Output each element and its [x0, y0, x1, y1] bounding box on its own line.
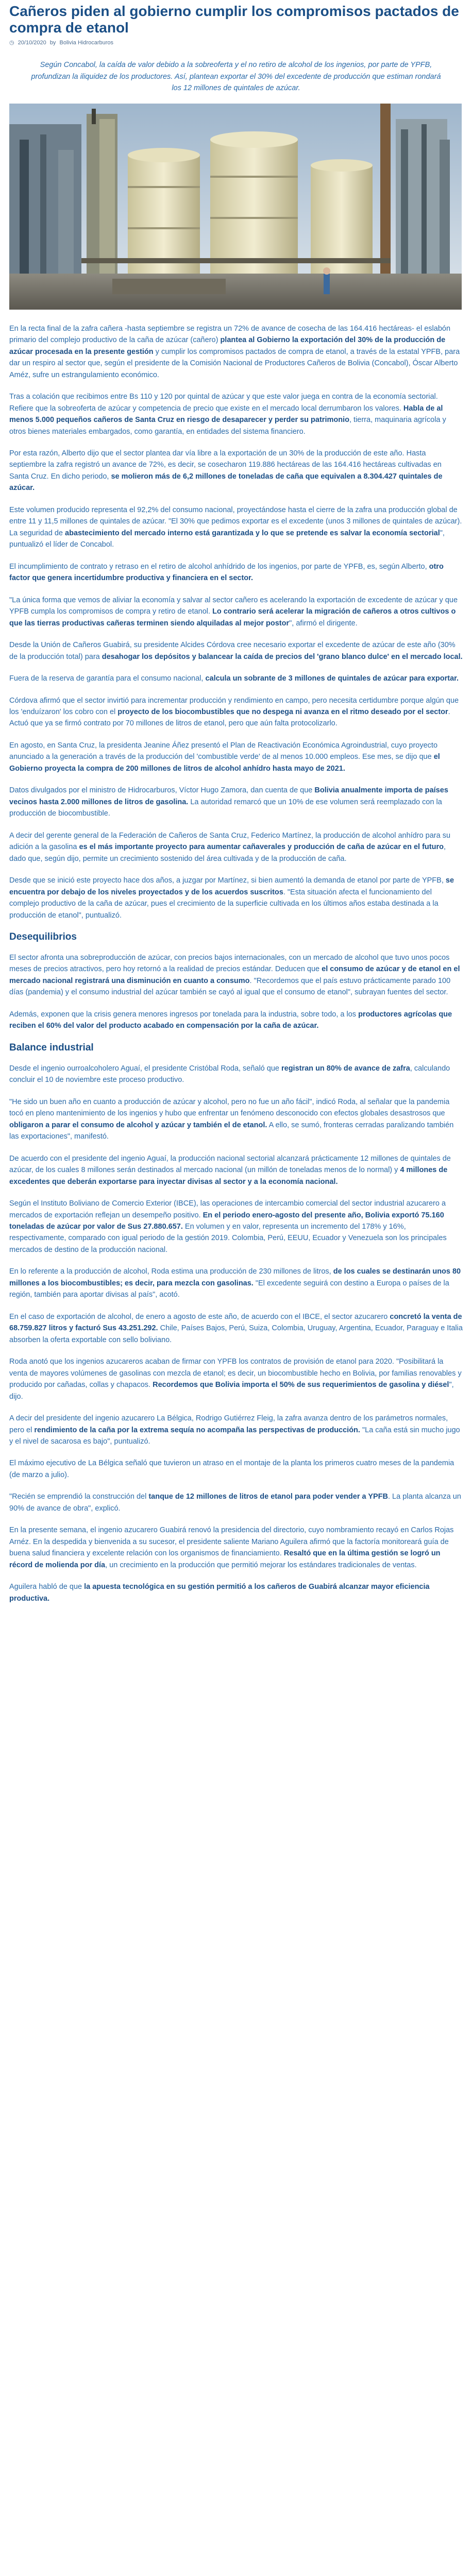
article-photo [9, 104, 462, 310]
body-paragraph: Desde la Unión de Cañeros Guabirá, su presidente Alcides Córdova cree necesario exportar el excedente de azúcar de este año (30% de la producción total) para desahogar los depósitos y balancear la caída de precios del 'grano blanco dulce' en el mercado local. [9, 641, 463, 661]
body-paragraph: Por esta razón, Alberto dijo que el sector plantea dar vía libre a la exportación de un 30% de la producción de este año. Hasta septiembre la zafra registró un avance de 72%, es decir, se cosecharon 119.886 hectáreas de las 164.416 hectáreas cultivadas en Santa Cruz. En dicho periodo, se molieron más de 6,2 millones de toneladas de caña que equivalen a 8.304.427 quintales de azúcar. [9, 449, 443, 493]
article-meta [9, 39, 463, 46]
body-paragraph: Aguilera habló de que la apuesta tecnológica en su gestión permitió a los cañeros de Guabirá alcanzar mayor eficiencia productiva. [9, 1583, 430, 1603]
article-title: Cañeros piden al gobierno cumplir los compromisos pactados de compra de etanol [9, 3, 459, 36]
body-paragraph: "Recién se emprendió la construcción del tanque de 12 millones de litros de etanol para poder vender a YPFB. La planta alcanza un 90% de avance de obra", explicó. [9, 1493, 461, 1513]
body-paragraph: Este volumen producido representa el 92,2% del consumo nacional, proyectándose hasta el cierre de la zafra una producción global de entre 11 y 11,5 millones de quintales de azúcar. "El 30% que pedimos exportar es el excedente (unos 3 millones de quintales de azúcar). La seguridad de abastecimiento del mercado interno está garantizada y lo que se pretende es salvar la economía sectorial", puntualizó el líder de Concabol. [9, 505, 462, 549]
section-heading-balance-industrial: Balance industrial [9, 1042, 94, 1053]
body-paragraph: Tras a colación que recibimos entre Bs 110 y 120 por quintal de azúcar y que este valor juega en contra de la economía sectorial. Refiere que la sobreoferta de azúcar y competencia de precio que existe en el mercado local derrumbaron los valores. Habla de al menos 5.000 pequeños cañeros de Santa Cruz en riesgo de desaparecer y perder su patrimonio, tierra, maquinaria agrícola y otros bienes materiales embargados, como garantía, en entidades del sistema financiero. [9, 393, 446, 436]
article-author[interactable]: Bolivia Hidrocarburos [59, 40, 114, 46]
body-paragraph: El incumplimiento de contrato y retraso en el retiro de alcohol anhídrido de los ingenios, por parte de YPFB, es, según Alberto, otro factor que genera incertidumbre productiva y financiera en el sector. [9, 562, 444, 583]
body-paragraph: Datos divulgados por el ministro de Hidrocarburos, Víctor Hugo Zamora, dan cuenta de que Bolivia anualmente importa de países vecinos hasta 2.000 millones de litros de gasolina. La autoridad remarcó que un 10% de ese volumen será reemplazado con la producción de biocombustible. [9, 786, 448, 818]
article-body [9, 323, 463, 1604]
body-paragraph: En el caso de exportación de alcohol, de enero a agosto de este año, de acuerdo con el IBCE, el sector azucarero concretó la venta de 68.759.827 litros y facturó Sus 43.251.292. Chile, Países Bajos, Perú, Suiza, Colombia, Uruguay, Argentina, Ecuador, Paraguay e Italia absorben la oferta exportable con sello boliviano. [9, 1312, 463, 1344]
body-paragraph: El máximo ejecutivo de La Bélgica señaló que tuvieron un atraso en el montaje de la planta los primeros cuatro meses de la pandemia (de marzo a julio). [9, 1459, 454, 1479]
body-paragraph: Desde el ingenio ourroalcoholero Aguaí, el presidente Cristóbal Roda, señaló que registran un 80% de avance de zafra, calculando concluir el 10 de noviembre este proceso productivo. [9, 1064, 450, 1084]
article-date: 20/10/2020 [18, 40, 46, 46]
body-paragraph: En la presente semana, el ingenio azucarero Guabirá renovó la presidencia del directorio, cuyo nombramiento recayó en Carlos Rojas Arnéz. En la despedida y bienvenida a su sucesor, el presidente saliente Mariano Aguilera afirmó que la factoría monitoreará guía de buena salud financiera y excelente relación con los organismos de financiamiento. Resaltó que en la última gestión se logró un récord de molienda por día, un crecimiento en la producción que permitió mejorar los estándares tradicionales de ventas. [9, 1526, 454, 1569]
body-paragraph: El sector afronta una sobreproducción de azúcar, con precios bajos internacionales, con un mercado de alcohol que tuvo unos pocos meses de precios atractivos, pero hoy retornó a la realidad de precios estándar. Deducen que el consumo de azúcar y de etanol en el mercado nacional registrará una disminución en cuanto a consumo. "Recordemos que el país estuvo prácticamente parado 100 días (pandemia) y el consumo industrial del azúcar también se cayó al igual que el consumo de etanol", subrayan fuentes del sector. [9, 954, 460, 997]
body-paragraph: "He sido un buen año en cuanto a producción de azúcar y alcohol, pero no fue un año fácil", indicó Roda, al señalar que la pandemia tocó en pleno mantenimiento de los ingenios y hubo que enfrentar un fenómeno desconocido con efectos globales desastrosos que obligaron a parar el consumo de alcohol y azúcar y también el de etanol. A ello, se sumó, fronteras cerradas paralizando también las exportaciones", manifestó. [9, 1097, 454, 1141]
body-paragraph: A decir del presidente del ingenio azucarero La Bélgica, Rodrigo Gutiérrez Fleig, la zafra avanza dentro de los parámetros normales, pero el rendimiento de la caña por la extrema sequía no acompaña las perspectivas de producción. "La caña está sin mucho jugo y el nivel de sacarosa es bajo", puntualizó. [9, 1414, 460, 1446]
body-paragraph: En agosto, en Santa Cruz, la presidenta Jeanine Áñez presentó el Plan de Reactivación Económica Agroindustrial, cuyo proyecto anunciado a la generación a través de la producción del 'combustible verde' de al menos 10.000 empleos. Ese mes, se dijo que el Gobierno proyecta la compra de 200 millones de litros de alcohol anhídro hasta mayo de 2021. [9, 741, 440, 773]
article-lead: Según Concabol, la caída de valor debido a la sobreoferta y el no retiro de alcohol de los ingenios, por parte de YPFB, profundizan la iliquidez de los productores. Así, plantean exportar el 30% del excedente de producción que estiman rondará los 12 millones de quintales de azúcar. [31, 61, 441, 93]
body-paragraph: Según el Instituto Boliviano de Comercio Exterior (IBCE), las operaciones de intercambio comercial del sector industrial azucarero a mercados de exportación reflejan un desempeño positivo. En el periodo enero-agosto del presente año, Bolivia exportó 75.160 toneladas de azúcar por valor de Sus 27.880.657. En volumen y en valor, representa un incremento del 178% y 16%, respectivamente, comparado con igual periodo de la gestión 2019. Colombia, Perú, EEUU, Ecuador y Venezuela son los principales mercados de destino de la producción nacional. [9, 1199, 447, 1254]
meta-separator: by [49, 40, 56, 46]
body-paragraph: Además, exponen que la crisis genera menores ingresos por tonelada para la industria, sobre todo, a los productores agrícolas que reciben el 60% del valor del producto acabado en compensación por la caña de azúcar. [9, 1010, 452, 1030]
body-paragraph: Córdova afirmó que el sector invirtió para incrementar producción y rendimiento en campo, pero necesita certidumbre porque algún que los 'enduízaron' los cobro con el proyecto de los biocombustibles que no despega ni avanza en el ritmo deseado por el sector. Actuó que ya se firmó contrato por 70 millones de litros de etanol, pero que aún falta protocolizarlo. [9, 696, 459, 728]
body-paragraph: A decir del gerente general de la Federación de Cañeros de Santa Cruz, Federico Martínez, la producción de alcohol anhídro para su adición a la gasolina es el más importante proyecto para aumentar cañaverales y producción de caña de azúcar en el futuro, dado que, según dijo, permite un crecimiento sostenido del área cultivada y de la producción de caña. [9, 831, 451, 863]
sugar-mill-image [9, 104, 462, 310]
body-paragraph: Desde que se inició este proyecto hace dos años, a juzgar por Martínez, si bien aumentó la demanda de etanol por parte de YPFB, se encuentra por debajo de los niveles proyectados y de los acuerdos suscritos. "Esta situación afecta el funcionamiento del complejo productivo de la caña de azúcar, pues el crecimiento de la superficie cultivada en los últimos años estaba destinada a la producción de etanol", puntualizó. [9, 876, 454, 920]
body-paragraph: En la recta final de la zafra cañera -hasta septiembre se registra un 72% de avance de cosecha de las 164.416 hectáreas- el eslabón primario del complejo productivo de la caña de azúcar (cañero) plantea al Gobierno la exportación del 30% de la producción de azúcar procesada en la presente gestión y cumplir los compromisos pactados de compra de etanol, a través de la estatal YPFB, para dar un respiro al sector que, según el presidente de la Comisión Nacional de Productores Cañeros de Bolivia (Concabol), Óscar Alberto Améz, sufre un estrangulamiento económico. [9, 324, 460, 379]
calendar-icon: ◷ [9, 40, 14, 46]
body-paragraph: "La única forma que vemos de aliviar la economía y salvar al sector cañero es acelerando la exportación de excedente de azúcar y que YPFB cumpla los compromisos de compra y retiro de etanol. Lo contrario será acelerar la migración de cañeros a otros cultivos o que las tierras productivas cañeras terminen siendo alquiladas al mejor postor", afirmó el dirigente. [9, 596, 458, 628]
body-paragraph: De acuerdo con el presidente del ingenio Aguaí, la producción nacional sectorial alcanzará prácticamente 12 millones de quintales de azúcar, de los cuales 8 millones serán destinados al mercado nacional (un millón de toneladas menos de lo normal) y 4 millones de excedentes que deberán exportarse para inyectar divisas al sector y a la economía nacional. [9, 1154, 451, 1186]
body-paragraph: Fuera de la reserva de garantía para el consumo nacional, calcula un sobrante de 3 millones de quintales de azúcar para exportar. [9, 674, 459, 683]
section-heading-desequilibrios: Desequilibrios [9, 931, 77, 942]
body-paragraph: En lo referente a la producción de alcohol, Roda estima una producción de 230 millones de litros, de los cuales se destinarán unos 80 millones a los biocombustibles; es decir, para mezcla con gasolinas. "El excedente seguirá con destino a Europa o países de la región, también para aportar divisas al país", acotó. [9, 1267, 461, 1299]
body-paragraph: Roda anotó que los ingenios azucareros acaban de firmar con YPFB los contratos de provisión de etanol para 2020. "Posibilitará la venta de mayores volúmenes de gasolinas con mezcla de etanol; es decir, un biocombustible hecho en Bolivia, por familias renovables y producido por cañadas, collas y chapacos. Recordemos que Bolivia importa el 50% de sus requerimientos de gasolina y diésel", dijo. [9, 1358, 462, 1401]
